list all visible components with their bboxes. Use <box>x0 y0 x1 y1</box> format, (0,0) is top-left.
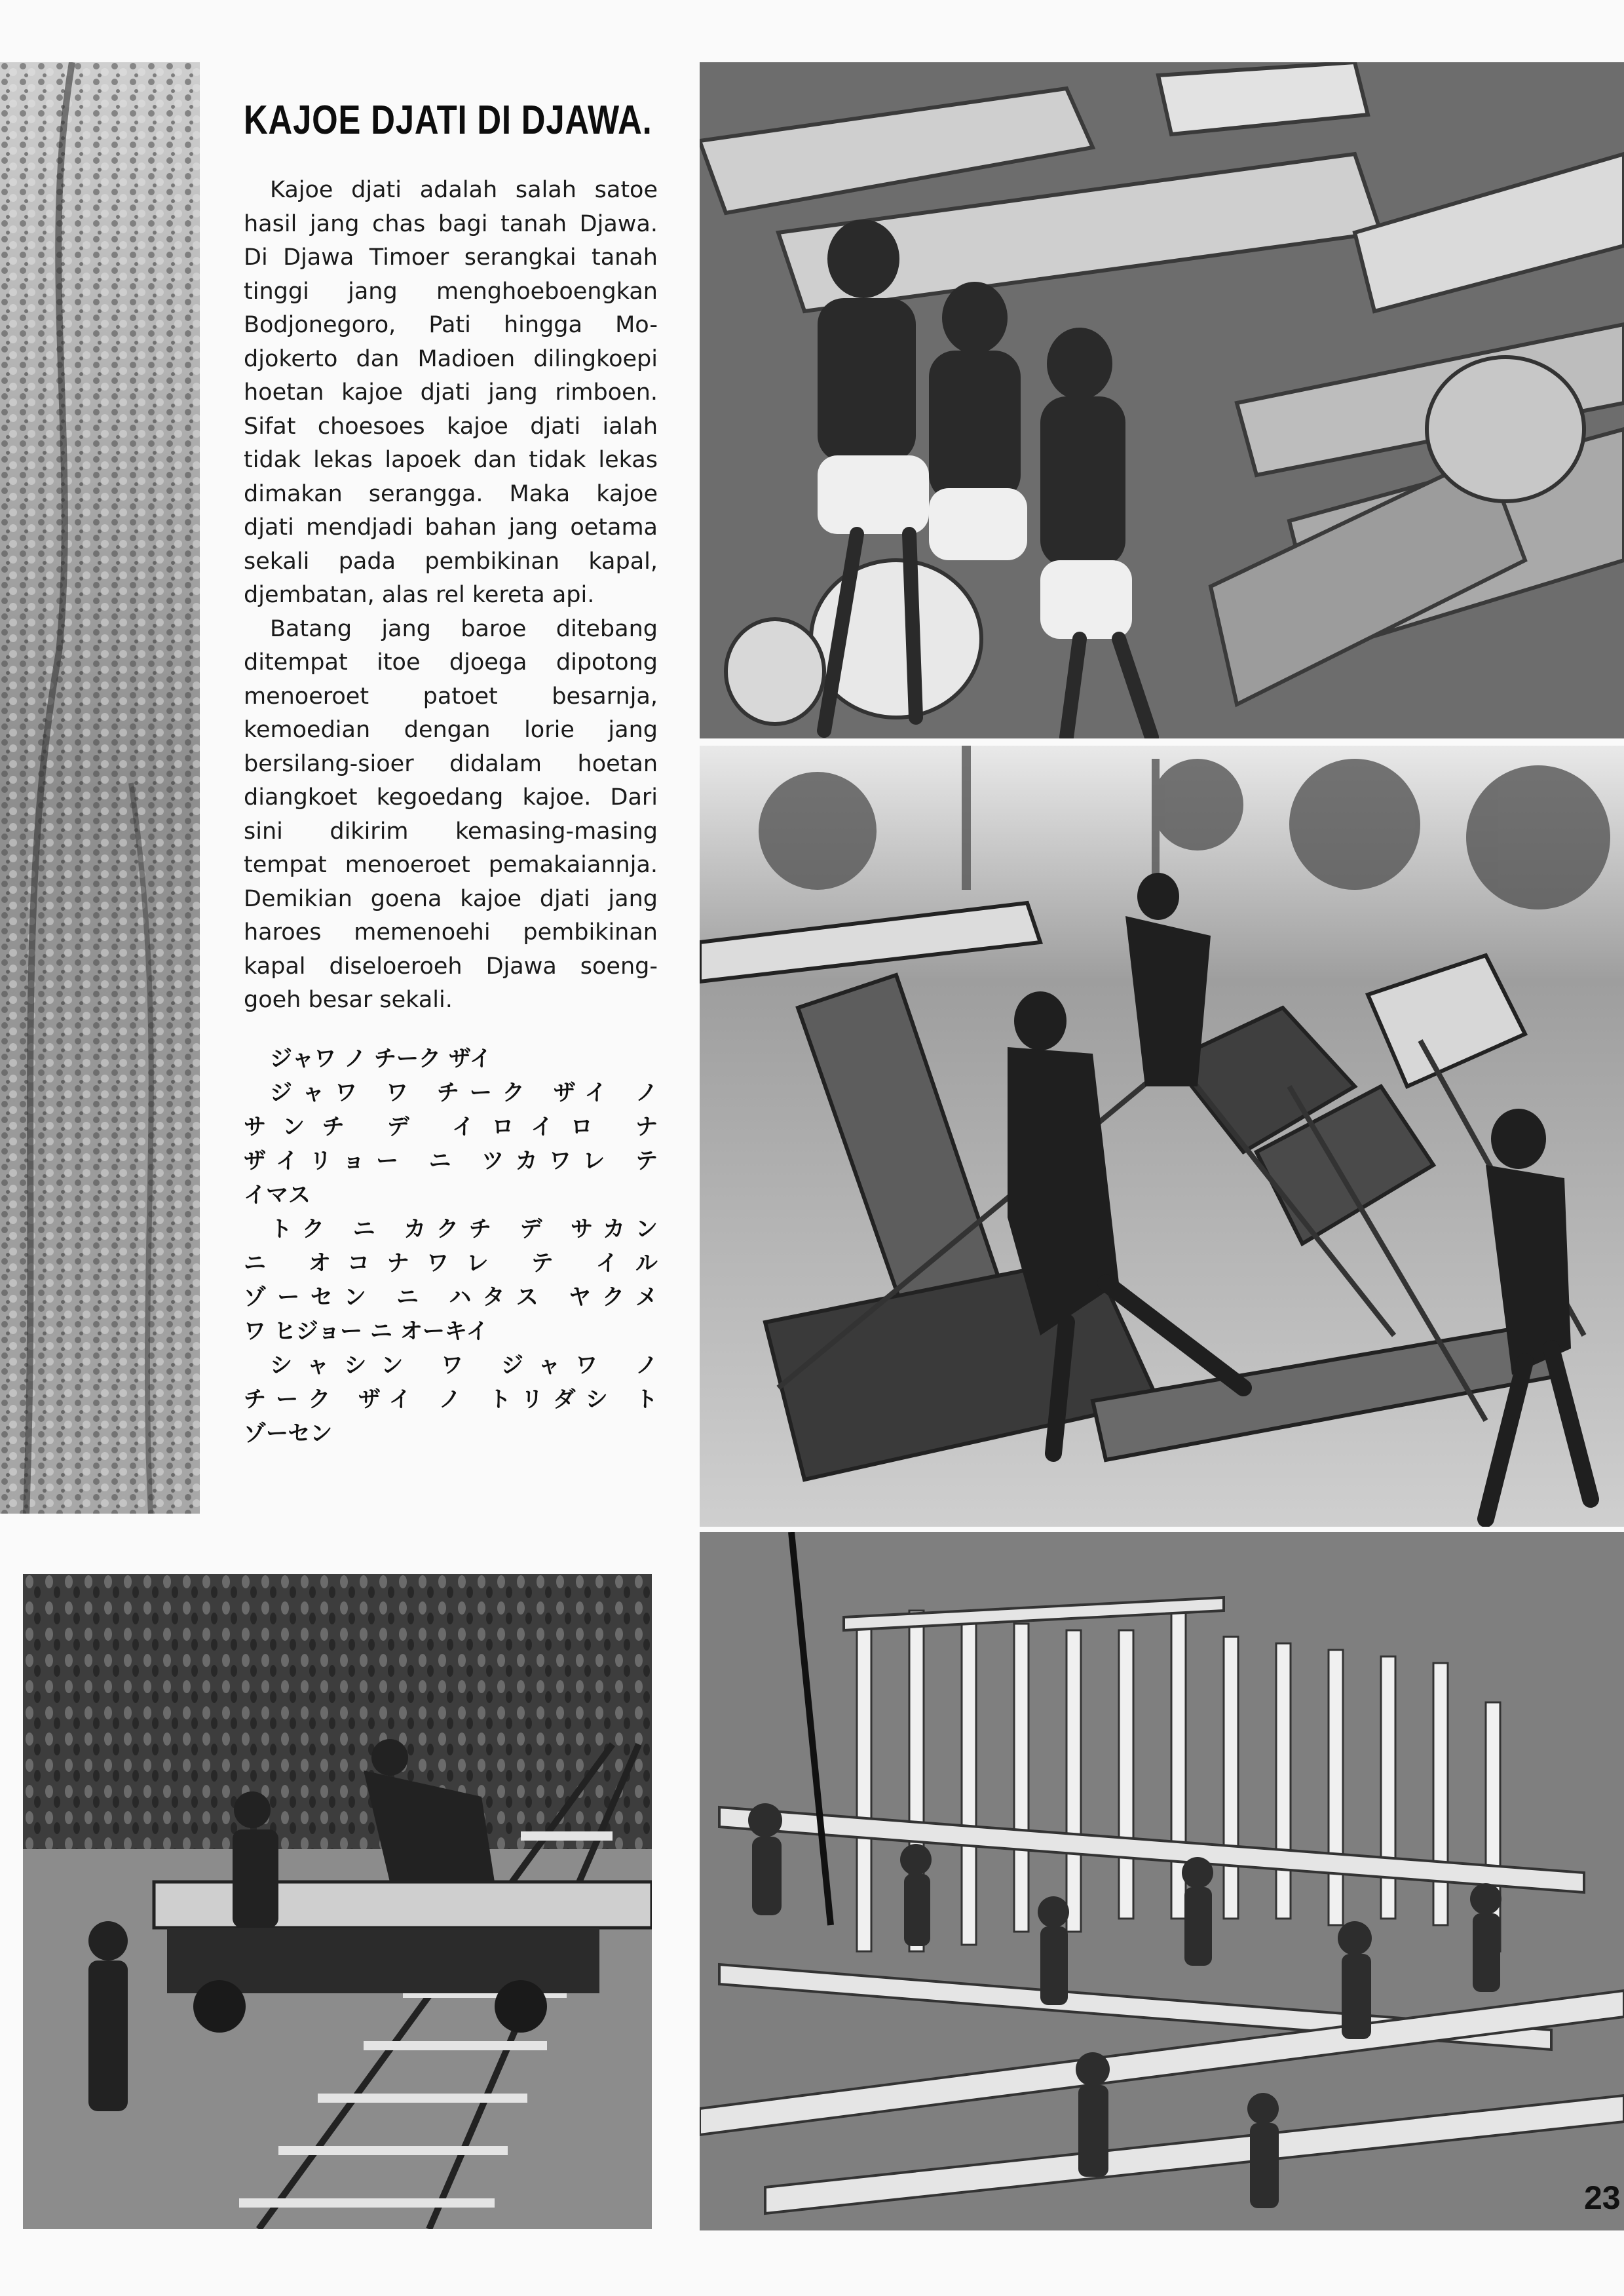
foliage-photo <box>0 62 200 1514</box>
kana-line: ゾーセン <box>244 1421 333 1447</box>
body-line: Kajoe djati adalah salah satoe <box>270 177 658 203</box>
kana-line: ゾーセン ニ ハタス ヤクメ <box>244 1284 658 1311</box>
rail-transport-photo <box>23 1574 652 2229</box>
body-line: sini dikirim kemasing-masing <box>244 818 658 845</box>
page-number: 23 <box>1584 2179 1621 2216</box>
body-line: Di Djawa Timoer serangkai tanah <box>244 244 658 271</box>
body-line: Demikian goena kajoe djati jang <box>244 885 658 912</box>
body-line: Batang jang baroe ditebang <box>270 615 658 642</box>
kana-line: ワ ヒジョー ニ オーキイ <box>244 1318 489 1345</box>
body-line: tinggi jang menghoeboengkan <box>244 278 658 305</box>
body-line: kemoedian dengan lorie jang <box>244 717 658 743</box>
article-body <box>244 174 658 1018</box>
timber-cutting-photo <box>700 746 1624 1527</box>
kana-line: サンチ デ イロイロ ナ <box>244 1114 658 1140</box>
body-line: sekali pada pembikinan kapal, <box>244 548 658 575</box>
kana-line: ニ オコナワレ テ イル <box>244 1250 658 1276</box>
kana-line: ジャワ ノ チーク ザイ <box>270 1046 492 1072</box>
body-line: haroes memenoehi pembikinan <box>244 919 658 946</box>
body-line: djokerto dan Madioen dilingkoepi <box>244 345 658 372</box>
kana-line: トク ニ カクチ デ サカン <box>270 1216 658 1242</box>
kana-line: イマス <box>244 1182 311 1208</box>
article-title: KAJOE DJATI DI DJAWA. <box>244 98 652 143</box>
kana-line: ザイリョー ニ ツカワレ テ <box>244 1148 658 1174</box>
body-line: hasil jang chas bagi tanah Djawa. <box>244 210 658 237</box>
body-line: kapal diseloeroeh Djawa soeng- <box>244 953 658 980</box>
ship-frame-photo <box>700 1532 1624 2230</box>
body-line: dimakan serangga. Maka kajoe <box>244 480 658 507</box>
body-line: djembatan, alas rel kereta api. <box>244 582 595 608</box>
body-line: tidak lekas lapoek dan tidak lekas <box>244 447 658 473</box>
body-line: menoeroet patoet besarnja, <box>244 683 658 710</box>
body-line: bersilang-sioer didalam hoetan <box>244 750 658 777</box>
kana-line: シャシン ワ ジャワ ノ <box>270 1352 658 1379</box>
body-line: diangkoet kegoedang kajoe. Dari <box>244 784 658 811</box>
body-line: djati mendjadi bahan jang oetama <box>244 514 658 541</box>
body-line: ditempat itoe djoega dipotong <box>244 649 658 676</box>
body-line: Bodjonegoro, Pati hingga Mo- <box>244 312 658 338</box>
kana-line: ジャワ ワ チーク ザイ ノ <box>270 1080 658 1106</box>
teak-logs-photo <box>700 62 1624 738</box>
kana-line: チーク ザイ ノ トリダシ ト <box>244 1387 658 1413</box>
katakana-caption <box>244 1042 658 1451</box>
body-line: goeh besar sekali. <box>244 987 453 1013</box>
body-line: tempat menoeroet pemakaiannja. <box>244 852 658 878</box>
body-line: hoetan kajoe djati jang rimboen. <box>244 379 658 406</box>
body-line: Sifat choesoes kajoe djati ialah <box>244 413 658 440</box>
